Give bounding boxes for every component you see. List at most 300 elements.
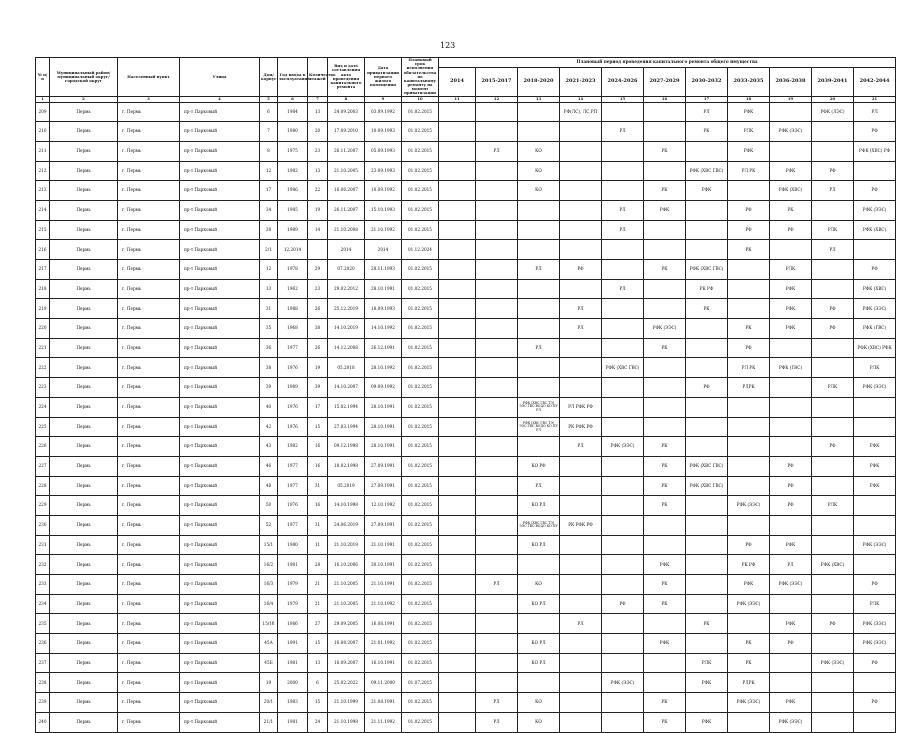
period-cell: [439, 319, 476, 339]
street-cell: пр-т Парковый: [180, 240, 260, 260]
deadline-cell: 01.02.2015: [402, 712, 439, 732]
deadline-cell: 01.02.2015: [402, 338, 439, 358]
table-row: [36, 240, 896, 260]
floors-cell: 15: [308, 693, 328, 713]
period-cell: [602, 555, 644, 575]
period-cell: РК РФК РФ: [560, 515, 602, 535]
period-cell: РФ: [728, 220, 770, 240]
row-num: 223: [36, 378, 50, 398]
repair-date-cell: 16.09.2007: [328, 653, 365, 673]
period-cell: [602, 456, 644, 476]
row-num: 211: [36, 141, 50, 161]
year-cell: 1979: [278, 575, 308, 595]
repair-date-cell: 21.10.1998: [328, 712, 365, 732]
period-cell: РЛ: [476, 575, 518, 595]
row-num: 226: [36, 437, 50, 457]
period-cell: [812, 279, 854, 299]
table-row: [36, 496, 896, 516]
table-row: [36, 417, 896, 437]
period-cell: [812, 575, 854, 595]
repair-date-cell: 05.2019: [328, 476, 365, 496]
capital-repair-table: [35, 57, 896, 733]
year-cell: 1976: [278, 397, 308, 417]
period-cell: РЛ РК: [728, 358, 770, 378]
deadline-cell: 01.02.2015: [402, 437, 439, 457]
period-cell: [439, 575, 476, 595]
period-cell: [854, 161, 896, 181]
year-cell: 1975: [278, 141, 308, 161]
deadline-cell: 01.02.2015: [402, 496, 439, 516]
privatization-date-cell: 28.10.1991: [365, 279, 402, 299]
period-cell: РФК (ЭЭС): [602, 437, 644, 457]
floors-cell: 13: [308, 653, 328, 673]
period-cell: РФ: [770, 634, 812, 654]
period-cell: [439, 555, 476, 575]
repair-date-cell: 16.10.2006: [328, 555, 365, 575]
year-cell: 1976: [278, 358, 308, 378]
street-cell: пр-т Парковый: [180, 319, 260, 339]
row-num: 228: [36, 476, 50, 496]
floors-cell: 26: [308, 338, 328, 358]
column-number: 11: [439, 96, 476, 102]
row-num: 232: [36, 555, 50, 575]
header-municipality: Муниципальный район/муниципальный округ/городской округ: [50, 58, 118, 97]
period-cell: [518, 555, 560, 575]
street-cell: пр-т Парковый: [180, 279, 260, 299]
period-cell: РК: [728, 240, 770, 260]
period-cell: [812, 515, 854, 535]
period-cell: РФ: [728, 535, 770, 555]
period-cell: РФК (ЭЭС): [644, 319, 686, 339]
repair-date-cell: 07.2020: [328, 260, 365, 280]
period-cell: [686, 319, 728, 339]
period-cell: [686, 634, 728, 654]
repair-date-cell: 14.10.2007: [328, 378, 365, 398]
period-cell: [560, 712, 602, 732]
house-cell: 35: [260, 319, 278, 339]
settlement-cell: г. Пермь: [118, 260, 180, 280]
period-cell: [812, 358, 854, 378]
street-cell: пр-т Парковый: [180, 712, 260, 732]
period-cell: РФК (ЭЭС): [812, 653, 854, 673]
period-cell: [686, 594, 728, 614]
period-cell: РК: [728, 319, 770, 339]
period-cell: [476, 673, 518, 693]
deadline-cell: 01.02.2015: [402, 555, 439, 575]
street-cell: пр-т Парковый: [180, 575, 260, 595]
period-cell: [476, 299, 518, 319]
period-cell: [560, 161, 602, 181]
period-cell: РК: [728, 634, 770, 654]
year-cell: 12.2014: [278, 240, 308, 260]
period-cell: [560, 476, 602, 496]
period-cell: [686, 200, 728, 220]
period-cell: [812, 260, 854, 280]
floors-cell: 16: [308, 496, 328, 516]
deadline-cell: 01.02.2015: [402, 456, 439, 476]
period-cell: РФК (ХВС ГВС): [602, 358, 644, 378]
repair-date-cell: 24.06.2019: [328, 515, 365, 535]
floors-cell: 24: [308, 712, 328, 732]
municipality-cell: Пермь: [50, 299, 118, 319]
year-cell: 1980: [278, 122, 308, 142]
period-cell: [602, 141, 644, 161]
period-cell: [686, 693, 728, 713]
period-cell: [439, 181, 476, 201]
settlement-cell: г. Пермь: [118, 200, 180, 220]
period-cell: [560, 240, 602, 260]
table-row: [36, 575, 896, 595]
period-cell: [854, 673, 896, 693]
repair-date-cell: 29.09.2005: [328, 614, 365, 634]
period-cell: РФК (ХВС): [854, 220, 896, 240]
house-cell: 52: [260, 515, 278, 535]
floors-cell: 13: [308, 102, 328, 122]
period-cell: [644, 279, 686, 299]
period-cell: [476, 555, 518, 575]
period-cell: РФК: [644, 634, 686, 654]
period-cell: РФК: [728, 141, 770, 161]
period-cell: РФК (ГВС): [770, 358, 812, 378]
house-cell: 48: [260, 476, 278, 496]
period-cell: КО: [518, 693, 560, 713]
settlement-cell: г. Пермь: [118, 141, 180, 161]
deadline-cell: 01.12.2024: [402, 240, 439, 260]
period-cell: РЛК: [854, 358, 896, 378]
year-cell: 1977: [278, 456, 308, 476]
period-cell: [439, 594, 476, 614]
repair-date-cell: 21.10.2008: [328, 220, 365, 240]
period-cell: РФК: [770, 693, 812, 713]
period-cell: РФК: [644, 555, 686, 575]
period-cell: КО: [518, 141, 560, 161]
period-cell: [476, 397, 518, 417]
period-cell: РК: [644, 181, 686, 201]
period-cell: РК РФК РФ: [560, 417, 602, 437]
repair-date-cell: 25.12.2019: [328, 299, 365, 319]
house-cell: 45А: [260, 634, 278, 654]
header-last-repair: Вид и дата составления акта проведения капитального ремонта: [328, 58, 365, 97]
period-cell: [728, 712, 770, 732]
period-cell: [644, 653, 686, 673]
year-cell: 1984: [278, 102, 308, 122]
street-cell: пр-т Парковый: [180, 141, 260, 161]
deadline-cell: 01.02.2015: [402, 594, 439, 614]
period-cell: [602, 476, 644, 496]
period-cell: РЛ: [476, 712, 518, 732]
row-num: 234: [36, 594, 50, 614]
floors-cell: [308, 240, 328, 260]
period-cell: [518, 358, 560, 378]
table-row: [36, 299, 896, 319]
repair-date-cell: 25.02.2022: [328, 673, 365, 693]
municipality-cell: Пермь: [50, 200, 118, 220]
period-cell: РФ: [602, 594, 644, 614]
year-cell: 1976: [278, 496, 308, 516]
deadline-cell: 01.02.2015: [402, 319, 439, 339]
period-cell: [812, 712, 854, 732]
period-cell: [728, 456, 770, 476]
period-cell: [644, 299, 686, 319]
period-cell: [644, 515, 686, 535]
floors-cell: 17: [308, 397, 328, 417]
house-cell: 38: [260, 220, 278, 240]
period-cell: [439, 693, 476, 713]
period-cell: [854, 397, 896, 417]
settlement-cell: г. Пермь: [118, 712, 180, 732]
period-cell: [728, 614, 770, 634]
period-cell: КО РЛ: [518, 535, 560, 555]
year-cell: 1982: [278, 437, 308, 457]
period-cell: [602, 181, 644, 201]
table-row: [36, 122, 896, 142]
period-cell: [602, 614, 644, 634]
table-row: [36, 693, 896, 713]
period-cell: РФК (ЭЭС): [770, 122, 812, 142]
period-cell: [812, 476, 854, 496]
period-cell: РК: [728, 653, 770, 673]
year-cell: 1982: [278, 161, 308, 181]
period-cell: [602, 575, 644, 595]
period-cell: КО РЛ: [518, 653, 560, 673]
row-num: 221: [36, 338, 50, 358]
period-cell: РК: [644, 594, 686, 614]
column-number: 2: [50, 96, 118, 102]
house-cell: 19: [260, 673, 278, 693]
period-cell: [644, 122, 686, 142]
period-cell: РФК: [728, 575, 770, 595]
house-cell: 7: [260, 122, 278, 142]
period-cell: [476, 240, 518, 260]
period-cell: РК: [644, 437, 686, 457]
deadline-cell: 01.02.2015: [402, 417, 439, 437]
period-cell: [602, 634, 644, 654]
period-cell: РЛ: [686, 102, 728, 122]
period-cell: РФ: [728, 338, 770, 358]
period-cell: [560, 653, 602, 673]
period-cell: [476, 594, 518, 614]
header-house: Дом/корпус: [260, 58, 278, 97]
street-cell: пр-т Парковый: [180, 437, 260, 457]
period-cell: [644, 358, 686, 378]
house-cell: 46: [260, 456, 278, 476]
municipality-cell: Пермь: [50, 575, 118, 595]
period-cell: [439, 299, 476, 319]
column-number: 19: [770, 96, 812, 102]
house-cell: 40: [260, 397, 278, 417]
column-number: 21: [854, 96, 896, 102]
settlement-cell: г. Пермь: [118, 338, 180, 358]
period-cell: [602, 378, 644, 398]
period-cell: [644, 535, 686, 555]
year-cell: 1977: [278, 515, 308, 535]
privatization-date-cell: 09.09.1992: [365, 378, 402, 398]
period-cell: [476, 319, 518, 339]
period-cell: [518, 220, 560, 240]
privatization-date-cell: 27.09.1991: [365, 456, 402, 476]
privatization-date-cell: 21.11.1992: [365, 712, 402, 732]
period-cell: РЛ: [518, 338, 560, 358]
period-cell: [686, 555, 728, 575]
floors-cell: 16: [308, 456, 328, 476]
privatization-date-cell: 30.10.1991: [365, 555, 402, 575]
period-cell: [686, 575, 728, 595]
period-cell: [439, 535, 476, 555]
period-cell: РК: [644, 260, 686, 280]
period-cell: РФК: [770, 614, 812, 634]
street-cell: пр-т Парковый: [180, 220, 260, 240]
row-num: 235: [36, 614, 50, 634]
privatization-date-cell: 18.09.1993: [365, 299, 402, 319]
year-cell: 1989: [278, 378, 308, 398]
street-cell: пр-т Парковый: [180, 653, 260, 673]
house-cell: 21/1: [260, 712, 278, 732]
privatization-date-cell: 03.09.1992: [365, 102, 402, 122]
deadline-cell: 01.02.2015: [402, 200, 439, 220]
privatization-date-cell: 2014: [365, 240, 402, 260]
period-cell: РФК: [854, 476, 896, 496]
table-row: [36, 614, 896, 634]
period-cell: [476, 260, 518, 280]
period-cell: [686, 338, 728, 358]
privatization-date-cell: 21.01.1992: [365, 634, 402, 654]
period-cell: [812, 141, 854, 161]
period-cell: РФ: [812, 614, 854, 634]
column-number: 13: [518, 96, 560, 102]
deadline-cell: 01.02.2015: [402, 634, 439, 654]
row-num: 233: [36, 575, 50, 595]
floors-cell: 28: [308, 555, 328, 575]
column-number: 17: [686, 96, 728, 102]
municipality-cell: Пермь: [50, 555, 118, 575]
period-cell: [439, 102, 476, 122]
floors-cell: 23: [308, 141, 328, 161]
period-cell: [686, 535, 728, 555]
period-cell: РЛК: [686, 653, 728, 673]
deadline-cell: 01.02.2015: [402, 397, 439, 417]
period-cell: РЛ: [518, 476, 560, 496]
period-cell: РЛРК: [728, 673, 770, 693]
period-cell: [644, 102, 686, 122]
period-cell: [476, 614, 518, 634]
house-cell: 16/3: [260, 575, 278, 595]
settlement-cell: г. Пермь: [118, 279, 180, 299]
period-cell: [518, 437, 560, 457]
table-row: [36, 358, 896, 378]
period-cell: [476, 181, 518, 201]
period-cell: [644, 240, 686, 260]
period-cell: [560, 555, 602, 575]
period-cell: [560, 378, 602, 398]
period-cell: [476, 200, 518, 220]
period-header: 2015-2017: [476, 68, 518, 97]
table-row: [36, 456, 896, 476]
repair-date-cell: 09.12.1998: [328, 437, 365, 457]
period-cell: [476, 417, 518, 437]
period-header: 2033-2035: [728, 68, 770, 97]
street-cell: пр-т Парковый: [180, 122, 260, 142]
period-cell: [686, 515, 728, 535]
municipality-cell: Пермь: [50, 515, 118, 535]
period-cell: [439, 476, 476, 496]
privatization-date-cell: 16.08.1991: [365, 614, 402, 634]
period-cell: РК РФ: [728, 555, 770, 575]
period-cell: КО: [518, 161, 560, 181]
table-row: [36, 653, 896, 673]
municipality-cell: Пермь: [50, 712, 118, 732]
period-cell: РФК (ХВС) РФ: [854, 141, 896, 161]
period-cell: [602, 515, 644, 535]
period-cell: [812, 535, 854, 555]
period-cell: [686, 397, 728, 417]
privatization-date-cell: 28.10.1991: [365, 417, 402, 437]
repair-date-cell: 17.09.2010: [328, 122, 365, 142]
settlement-cell: г. Пермь: [118, 417, 180, 437]
period-cell: РЛК: [728, 122, 770, 142]
privatization-date-cell: 21.08.1991: [365, 693, 402, 713]
row-num: 237: [36, 653, 50, 673]
period-cell: [770, 437, 812, 457]
period-cell: РФК: [686, 712, 728, 732]
period-cell: РФК (ХВС ГВС ТЭ) ЭЭС ГВС ВОДО КО ПУ РЛ: [518, 397, 560, 417]
period-cell: РФК (ЭЭС): [728, 496, 770, 516]
column-number: 14: [560, 96, 602, 102]
period-cell: РЛ: [518, 260, 560, 280]
floors-cell: 15: [308, 417, 328, 437]
house-cell: 2/1: [260, 240, 278, 260]
period-cell: РФК: [854, 437, 896, 457]
privatization-date-cell: 16.10.1991: [365, 653, 402, 673]
period-cell: [686, 141, 728, 161]
period-cell: [560, 693, 602, 713]
period-cell: [439, 338, 476, 358]
column-number: 20: [812, 96, 854, 102]
period-cell: [644, 614, 686, 634]
period-cell: РФ: [812, 319, 854, 339]
floors-cell: 6: [308, 673, 328, 693]
privatization-date-cell: 05.09.1993: [365, 141, 402, 161]
period-cell: [560, 456, 602, 476]
period-cell: [476, 122, 518, 142]
floors-cell: 16: [308, 437, 328, 457]
period-cell: РФК (ХВС ГВС ТЭ) ЭЭС ГВС ВОДО КО ПУ РЛ: [518, 417, 560, 437]
period-header: 2024-2026: [602, 68, 644, 97]
period-cell: РФК (ЭЭС): [770, 575, 812, 595]
period-cell: РЛ: [770, 555, 812, 575]
period-cell: РЛК: [854, 594, 896, 614]
period-cell: РЛ: [560, 614, 602, 634]
row-num: 229: [36, 496, 50, 516]
period-cell: РЛ: [560, 299, 602, 319]
floors-cell: 23: [308, 279, 328, 299]
period-cell: [518, 614, 560, 634]
municipality-cell: Пермь: [50, 338, 118, 358]
year-cell: 1976: [278, 417, 308, 437]
year-cell: 2000: [278, 673, 308, 693]
municipality-cell: Пермь: [50, 614, 118, 634]
repair-date-cell: 14.10.2019: [328, 319, 365, 339]
settlement-cell: г. Пермь: [118, 220, 180, 240]
settlement-cell: г. Пермь: [118, 102, 180, 122]
period-cell: РФК (ХВС): [812, 555, 854, 575]
header-street: Улица: [180, 58, 260, 97]
floors-cell: 20: [308, 122, 328, 142]
column-number: 6: [278, 96, 308, 102]
floors-cell: 14: [308, 220, 328, 240]
period-cell: РФК (ЭЭС): [854, 378, 896, 398]
period-cell: [602, 417, 644, 437]
floors-cell: 31: [308, 476, 328, 496]
